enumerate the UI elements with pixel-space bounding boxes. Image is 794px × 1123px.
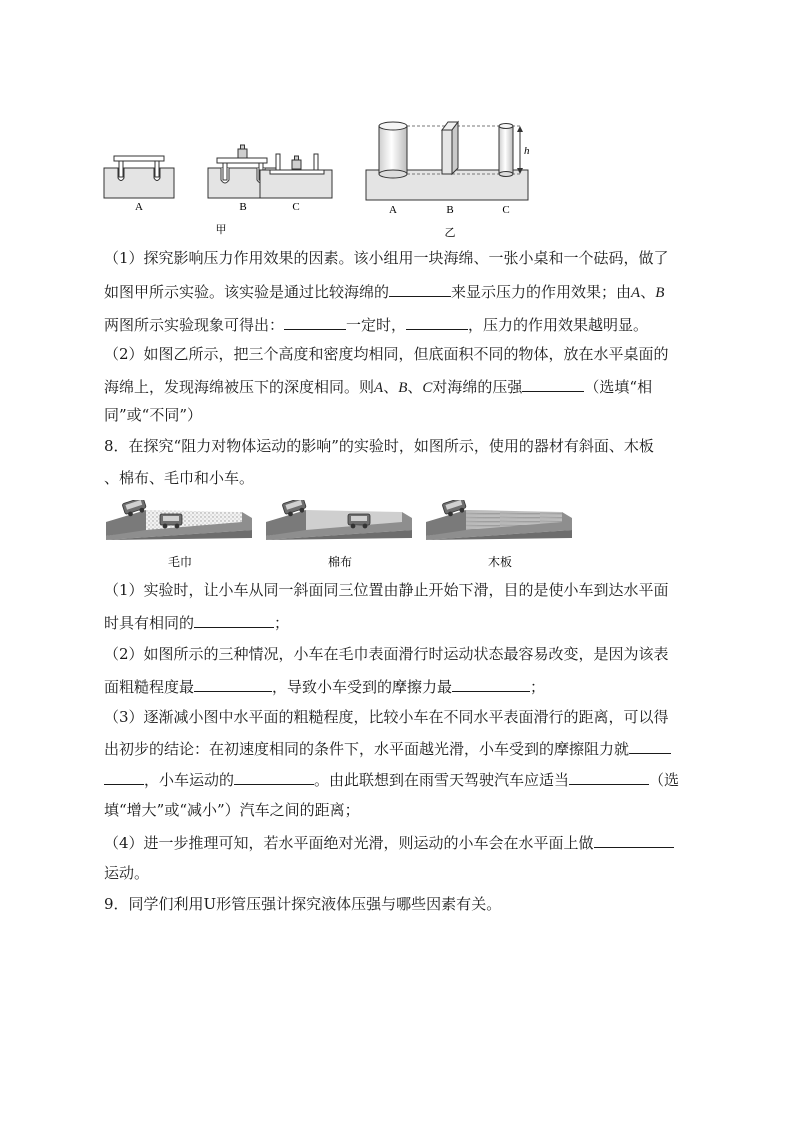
yi-setup <box>366 122 530 200</box>
answer-blank[interactable] <box>389 281 451 297</box>
answer-blank[interactable] <box>452 676 530 692</box>
q8-part4-line1: （4）进一步推理可知，若水平面绝对光滑，则运动的小车会在水平面上做 <box>104 832 674 853</box>
answer-blank[interactable] <box>194 612 274 628</box>
answer-blank[interactable] <box>629 738 671 754</box>
q7-part2-line2: 海绵上，发现海绵被压下的深度相同。则A、B、C对海绵的压强 （选填“相 <box>104 378 653 396</box>
yi-label-a: A <box>389 204 397 216</box>
yi-label-b: B <box>446 204 454 216</box>
q8-part3-line1: （3）逐渐减小图中水平面的粗糙程度，比较小车在不同水平表面滑行的距离，可以得 <box>104 708 669 726</box>
jia-label-b: B <box>239 201 247 213</box>
q8-part3-line3: ，小车运动的 。由此联想到在雨雪天驾驶汽车应适当 （选 <box>104 769 679 790</box>
jia-label-a: A <box>135 201 143 213</box>
q8-part1-line1: （1）实验时，让小车从同一斜面同三位置由静止开始下滑，目的是使小车到达水平面 <box>104 581 669 599</box>
q7-part2-line3: 同”或“不同”） <box>104 406 203 424</box>
q7-part1-line3: 两图所示实验现象可得出： 一定时， ，压力的作用效果越明显。 <box>104 316 649 334</box>
label-wood: 木板 <box>487 555 513 569</box>
answer-blank[interactable] <box>406 314 468 330</box>
q8-part1-line2: 时具有相同的 ； <box>104 614 290 632</box>
surface-cotton-setup <box>266 500 412 540</box>
q7-part1-line2: 如图甲所示实验。该实验是通过比较海绵的 来显示压力的作用效果；由A、B <box>104 283 665 301</box>
q8-part2-line1: （2）如图所示的三种情况，小车在毛巾表面滑行时运动状态最容易改变，是因为该表 <box>104 645 669 663</box>
q8-part3-line2: 出初步的结论：在初速度相同的条件下，水平面越光滑，小车受到的摩擦阻力就 <box>104 738 671 759</box>
q8-stem-line1: 8．在探究“阻力对物体运动的影响”的实验时，如图所示，使用的器材有斜面、木板 <box>104 437 654 455</box>
figure-friction-surfaces <box>100 500 576 574</box>
q8-part4-line2: 运动。 <box>104 864 150 882</box>
surface-towel-setup <box>106 500 252 540</box>
jia-a-setup <box>104 156 174 198</box>
answer-blank[interactable] <box>569 769 649 785</box>
q8-part3-line4: 填“增大”或“减小”）汽车之间的距离； <box>104 801 360 819</box>
yi-caption: 乙 <box>444 227 456 239</box>
surface-wood-setup <box>426 500 572 540</box>
answer-blank[interactable] <box>234 769 314 785</box>
label-cotton: 棉布 <box>327 555 353 569</box>
figure-jia-yi <box>96 116 546 242</box>
jia-label-c: C <box>292 201 300 213</box>
q7-part2-line1: （2）如图乙所示，把三个高度和密度均相同，但底面积不同的物体，放在水平桌面的 <box>104 345 669 363</box>
answer-blank[interactable] <box>522 376 584 392</box>
answer-blank[interactable] <box>594 832 674 848</box>
yi-label-c: C <box>502 204 510 216</box>
q7-part1-line1: （1）探究影响压力作用效果的因素。该小组用一块海绵、一张小桌和一个砝码，做了 <box>104 249 669 267</box>
q8-stem-line2: 、棉布、毛巾和小车。 <box>104 469 255 487</box>
answer-blank[interactable] <box>104 769 144 785</box>
h-label: h <box>524 145 530 157</box>
q9-stem: 9．同学们利用U形管压强计探究液体压强与哪些因素有关。 <box>104 895 502 913</box>
jia-c-setup <box>260 154 332 198</box>
answer-blank[interactable] <box>284 314 346 330</box>
label-towel: 毛巾 <box>167 555 193 569</box>
answer-blank[interactable] <box>194 676 272 692</box>
jia-caption: 甲 <box>215 224 227 236</box>
q8-part2-line2: 面粗糙程度最 ，导致小车受到的摩擦力最 ； <box>104 678 546 696</box>
